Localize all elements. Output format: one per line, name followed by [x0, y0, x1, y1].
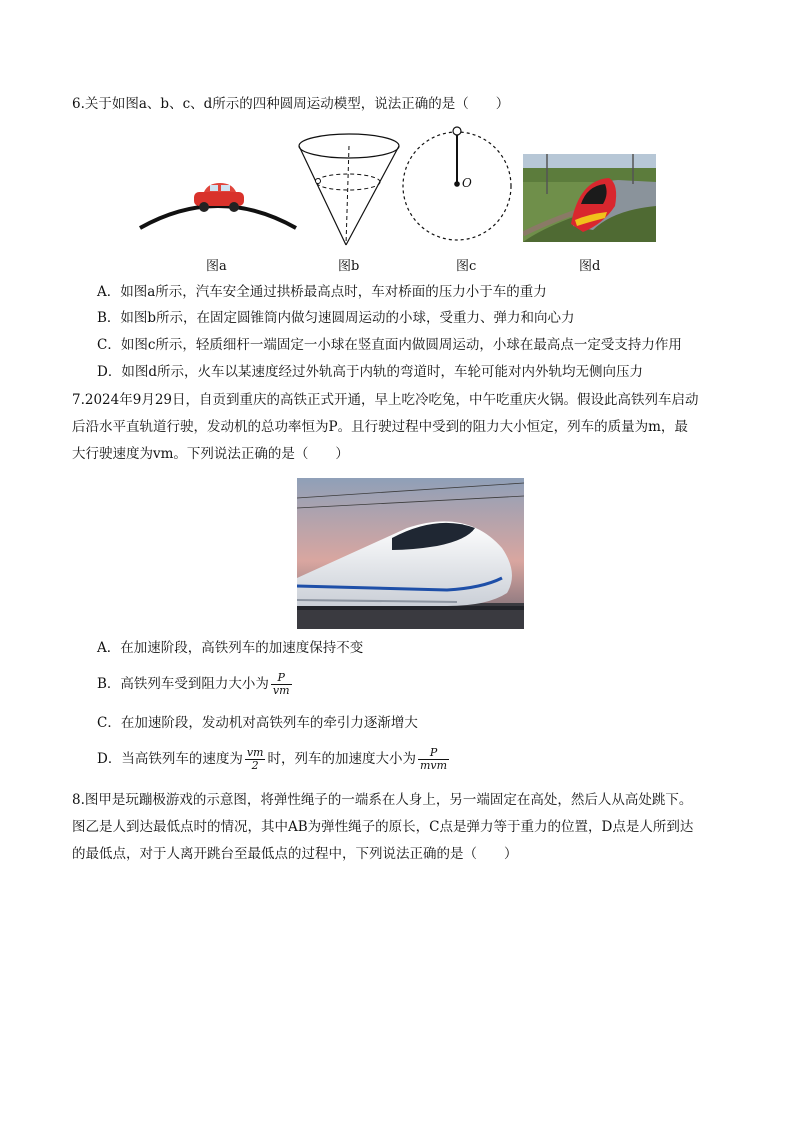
q7-stem-line-1: 7.2024年9月29日，自贡到重庆的高铁正式开通，早上吃冷吃兔，中午吃重庆火锅。假设此高铁列车启动: [72, 392, 699, 408]
q6-stem: 6.关于如图a、b、c、d所示的四种圆周运动模型，说法正确的是（ ）: [72, 96, 510, 112]
q6-option-a: A．如图a所示，汽车安全通过拱桥最高点时，车对桥面的压力小于车的重力: [97, 284, 547, 300]
q8-stem-line-3: 的最低点，对于人离开跳台至最低点的过程中，下列说法正确的是（ ）: [72, 846, 518, 862]
q7-option-a: A．在加速阶段，高铁列车的加速度保持不变: [97, 640, 364, 656]
q7-stem-line-2: 后沿水平直轨道行驶，发动机的总功率恒为P。且行驶过程中受到的阻力大小恒定，列车的质量为m，最: [72, 419, 688, 435]
q7-option-b: [97, 669, 294, 699]
fraction-denominator: vm: [272, 684, 290, 697]
fraction-denominator: 2: [251, 759, 259, 772]
q6-option-d: D．如图d所示，火车以某速度经过外轨高于内轨的弯道时，车轮可能对内外轨均无侧向压力: [97, 364, 643, 380]
q8-stem-line-2: 图乙是人到达最低点时的情况，其中AB为弹性绳子的原长，C点是弹力等于重力的位置，D点是人所到达: [72, 819, 694, 835]
q7-option-d-text-2: 时，列车的加速度大小为: [267, 751, 416, 767]
fraction-numerator: P: [271, 672, 292, 685]
q7-option-c: C．在加速阶段，发动机对高铁列车的牵引力逐渐增大: [97, 715, 418, 731]
q7-high-speed-train-photo: [297, 478, 524, 629]
q7-option-d: [97, 744, 451, 774]
caption-figure-a: 图a: [206, 259, 227, 274]
figure-d-train-photo: [523, 154, 656, 242]
caption-figure-d: 图d: [579, 259, 601, 274]
q7-option-d-text-1: D．当高铁列车的速度为: [97, 751, 243, 767]
q6-option-c: C．如图c所示，轻质细杆一端固定一小球在竖直面内做圆周运动，小球在最高点一定受支持力作用: [97, 337, 682, 353]
fraction-denominator: mvm: [419, 759, 448, 772]
caption-figure-c: 图c: [456, 259, 477, 274]
q6-option-b: B．如图b所示，在固定圆锥筒内做匀速圆周运动的小球，受重力、弹力和向心力: [97, 310, 575, 326]
q7-option-b-fraction: [271, 672, 292, 697]
q7-stem-line-3: 大行驶速度为vm。下列说法正确的是（ ）: [72, 446, 349, 462]
caption-figure-b: 图b: [338, 259, 360, 274]
figure-b-cone: [296, 132, 406, 250]
q7-option-d-fraction-1: [245, 747, 266, 772]
fraction-numerator: vm: [246, 746, 264, 759]
q7-option-b-text: B．高铁列车受到阻力大小为: [97, 676, 269, 692]
q7-option-d-fraction-2: [418, 747, 449, 772]
figure-c-circle-rod: [400, 124, 516, 248]
q8-stem-line-1: 8.图甲是玩蹦极游戏的示意图，将弹性绳子的一端系在人身上，另一端固定在高处，然后人从高处跳下。: [72, 792, 693, 808]
figure-a-arch-bridge: [136, 180, 300, 234]
fraction-numerator: P: [418, 747, 449, 760]
figure-c-point-label: O: [462, 176, 472, 190]
